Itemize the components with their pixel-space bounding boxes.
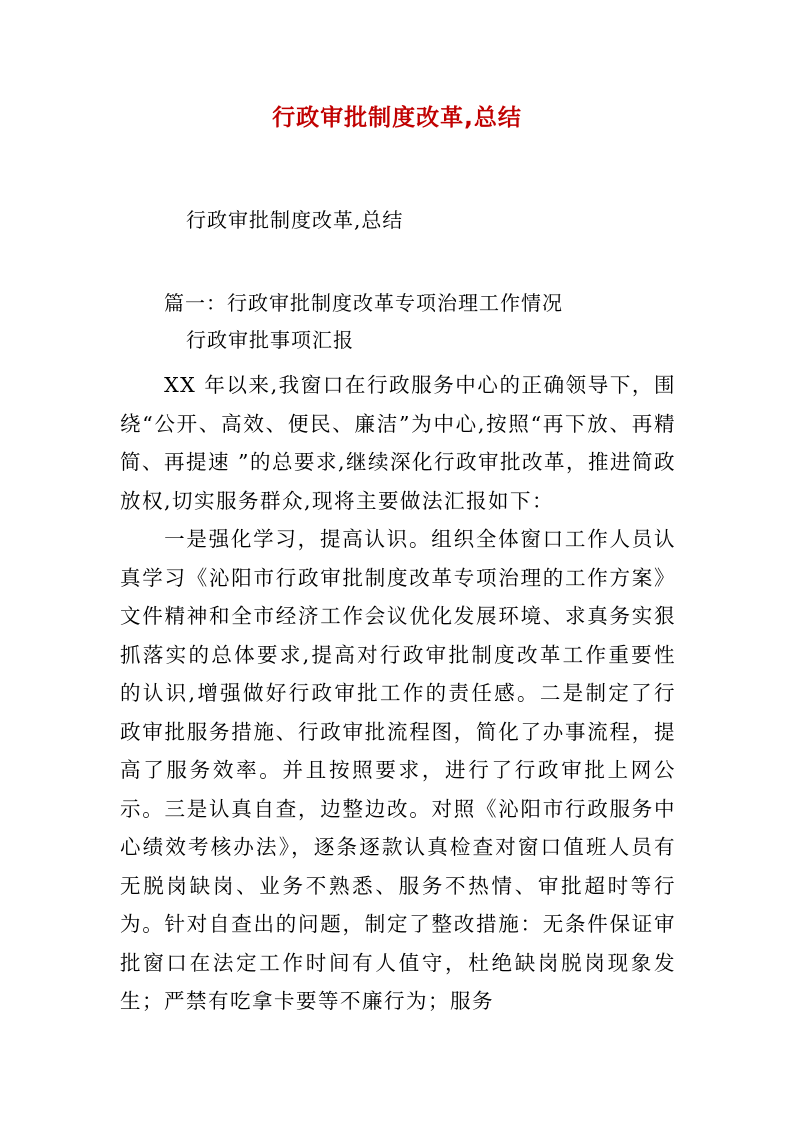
document-body <box>120 366 676 1021</box>
document-title: 行政审批制度改革,总结 <box>272 105 522 131</box>
body-paragraph: 一是强化学习，提高认识。组织全体窗口工作人员认真学习《沁阳市行政审批制度改革专项治理的工作方案》文件精神和全市经济工作会议优化发展环境、求真务实狠抓落实的总体要求,提高对行政审批制度改革工作重要性的认识,增强做好行政审批工作的责任感。二是制定了行政审批服务措施、行政审批流程图，简化了办事流程，提高了服务效率。并且按照要求，进行了行政审批上网公示。三是认真自查，边整边改。对照《沁阳市行政服务中心绩效考核办法》，逐条逐款认真检查对窗口值班人员有无脱岗缺岗、业务不熟悉、服务不热情、审批超时等行为。针对自查出的问题，制定了整改措施：无条件保证审批窗口在法定工作时间有人值守，杜绝缺岗脱岗现象发生；严禁有吃拿卡要等不廉行为；服务 <box>120 527 676 1013</box>
chapter-heading-line-1: 篇一：行政审批制度改革专项治理工作情况 <box>164 291 563 315</box>
document-subtitle: 行政审批制度改革,总结 <box>186 208 404 232</box>
chapter-heading-line-2: 行政审批事项汇报 <box>186 328 354 352</box>
body-paragraph: XX 年以来,我窗口在行政服务中心的正确领导下，围绕“公开、高效、便民、廉洁”为中心,按照“再下放、再精简、再提速 ”的总要求,继续深化行政审批改革，推进简政放权,切实服务群众,现将主要做法汇报如下： <box>120 373 677 513</box>
